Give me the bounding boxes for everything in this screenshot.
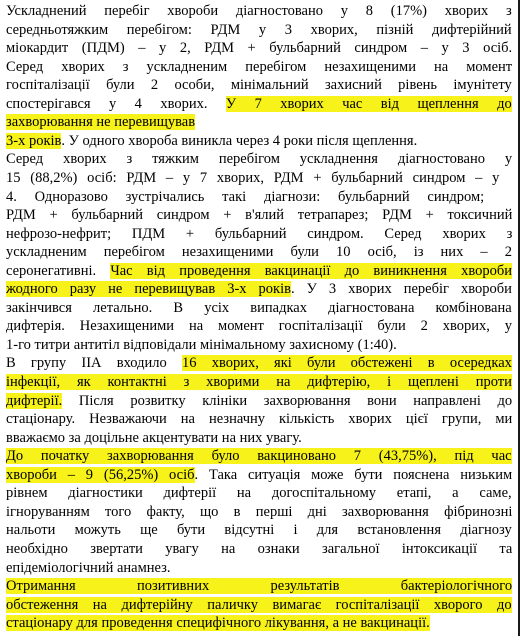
text-segment: спостерігався у 4 хворих.	[6, 95, 226, 112]
highlighted-text: 3-х років	[6, 132, 62, 149]
text-line	[6, 75, 512, 95]
text-line	[6, 261, 512, 281]
text-segment: 1-го титри антитіл відповідали мінімальному захисному (1:40).	[6, 336, 397, 353]
text-segment: нальоти можуть ще бути відсутні і для встановлення діагнозу	[6, 522, 512, 539]
highlighted-text: стаціонару для проведення специфічного лікування, а не вакцинації.	[6, 615, 430, 632]
text-line	[6, 224, 512, 244]
text-line	[6, 149, 512, 169]
highlighted-text: дифтерії.	[6, 392, 63, 409]
text-line	[6, 539, 512, 559]
text-segment: . Така ситуація може бути пояснена низьким	[194, 466, 513, 483]
highlighted-text: захворювання не перевищував	[6, 114, 196, 131]
text-line	[6, 316, 512, 336]
text-segment: В групу ІІА входило	[6, 355, 182, 372]
text-line	[6, 187, 484, 207]
text-line	[6, 112, 195, 132]
text-line	[6, 242, 512, 262]
text-line	[6, 298, 512, 318]
text-segment: Серед хворих з ускладненим перебігом незахищеними на момент	[6, 58, 513, 75]
text-segment: Серед хворих з тяжким перебігом ускладнення діагностовано у	[6, 151, 513, 168]
text-line	[6, 168, 499, 188]
text-line	[6, 1, 512, 21]
text-segment: міокардит (ПДМ) – у 2, РДМ + бульбарний синдром – у 3 осіб.	[6, 40, 513, 57]
text-line	[6, 576, 512, 596]
text-segment: РДМ + бульбарний синдром + в'ялий тетрапарез; РДМ + токсичний	[6, 207, 513, 224]
text-segment: дифтерія. Незахищеними на момент госпіталізації були 2 хворих, у	[6, 318, 513, 335]
highlighted-text: жодного разу не перевищував 3-х років	[6, 281, 291, 298]
text-segment: 15 (88,2%) осіб: РДМ – у 7 хворих, РДМ + бульбарний синдром – у	[6, 169, 500, 186]
text-segment: серонегативні.	[6, 262, 111, 279]
text-line	[6, 409, 512, 429]
highlighted-text: У 7 хворих час від щеплення до	[225, 95, 512, 112]
text-line	[6, 38, 512, 58]
highlighted-text: До початку захворювання було вакциновано 7 (43,75%), під час	[6, 448, 512, 465]
text-line	[6, 391, 512, 411]
text-line	[6, 520, 512, 540]
text-line	[6, 57, 512, 77]
text-line	[6, 353, 512, 373]
text-line	[6, 428, 302, 448]
text-segment: закінчився летально. В усіх випадках діагностована комбінована	[6, 299, 512, 316]
text-segment: госпіталізації були 2 особи, мінімальний захисний рівень імунітету	[6, 77, 512, 94]
text-segment: Ускладнений перебіг хвороби діагностовано у 8 (17%) хворих з	[6, 3, 512, 19]
text-line	[6, 446, 512, 466]
text-line	[6, 483, 512, 503]
highlighted-text: хвороби – 9 (56,25%) осіб	[6, 466, 195, 483]
text-line	[6, 502, 512, 522]
text-line	[6, 465, 512, 485]
text-segment: нефрозо-нефрит; ПДМ + бульбарний синдром. Серед хворих з	[6, 225, 513, 242]
highlighted-text: Отримання позитивних результатів бактеріологічного	[6, 578, 513, 595]
highlighted-text: Час від проведення вакцинації до виникнення хвороби	[110, 262, 513, 279]
text-segment: епідеміологічний анамнез.	[6, 559, 171, 576]
text-line	[6, 372, 512, 392]
text-line	[6, 595, 512, 615]
text-segment: вважаємо за доцільне акцентувати на них увагу.	[6, 429, 302, 446]
text-segment: . У 3 хворих перебіг хвороби	[290, 281, 512, 298]
text-line	[6, 20, 512, 40]
text-segment: ігноруванням того факту, що в перші дні захворювання фібринозні	[6, 503, 513, 520]
text-line	[6, 131, 417, 151]
text-line	[6, 558, 171, 578]
text-segment: . У одного хвороба виникла через 4 роки після щеплення.	[61, 132, 418, 149]
text-segment: необхідно звертати увагу на ознаки загальної інтоксикації та	[6, 540, 513, 557]
text-line	[6, 94, 512, 114]
text-segment: стаціонару. Незважаючи на незначну кількість хворих цієї групи, ми	[6, 411, 513, 428]
text-segment: середньотяжким перебігом: РДМ у 3 хворих, пізній дифтерійний	[6, 21, 512, 38]
text-line	[6, 613, 430, 633]
highlighted-text: обстеження на дифтерійну паличку вимагає госпіталізації хворого до	[6, 596, 512, 613]
text-line	[6, 279, 512, 299]
text-line	[6, 335, 397, 355]
text-segment: Після розвитку клініки захворювання вони направлені до	[62, 392, 513, 409]
text-segment: 4. Одноразово зустрічались такі діагнози: бульбарний синдром;	[6, 188, 485, 205]
text-segment: ускладненим перебігом незахищеними були 10 осіб, із них – 2	[6, 244, 512, 261]
highlighted-text: інфекції, як контактні з хворими на дифтерію, і щеплені проти	[6, 374, 512, 390]
highlighted-text: 16 хворих, які були обстежені в осередках	[181, 355, 512, 372]
text-segment: рівнем діагностики дифтерії на догоспітальному етапі, а саме,	[6, 485, 512, 502]
text-line	[6, 205, 512, 225]
